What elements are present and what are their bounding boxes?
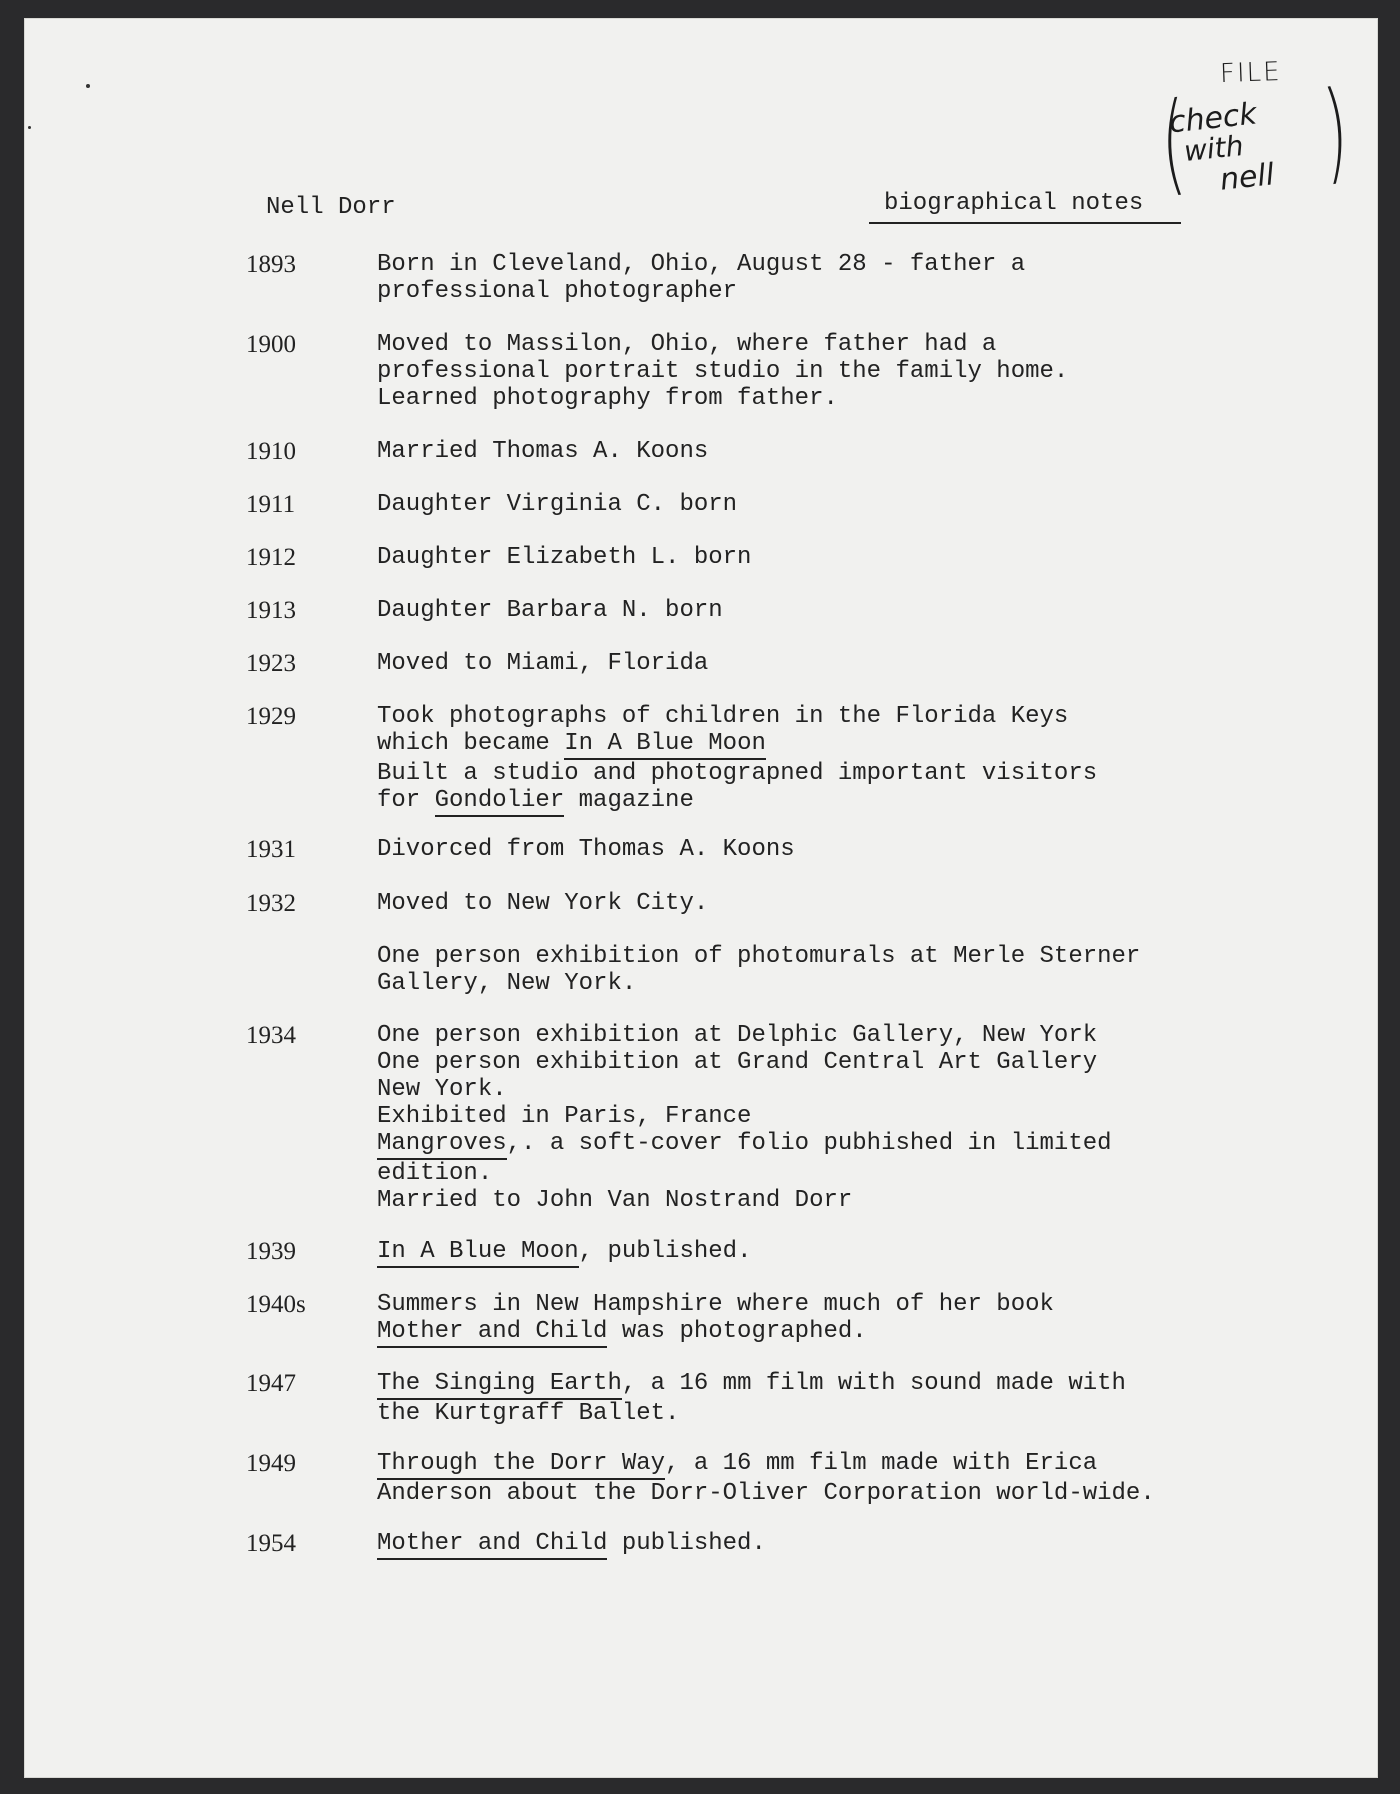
entry-text [377, 1370, 1126, 1427]
entry-year: 1949 [246, 1450, 296, 1477]
document-page [24, 18, 1378, 1778]
entry-line: professional portrait studio in the family home. [377, 358, 1069, 385]
entry-line: One person exhibition at Grand Central Art Gallery [377, 1049, 1098, 1076]
entry-year: 1939 [246, 1238, 296, 1265]
entry-line: Married to John Van Nostrand Dorr [377, 1187, 853, 1214]
entry-line: Summers in New Hampshire where much of her book [377, 1291, 1054, 1318]
entry-text [377, 1238, 751, 1268]
entry-text [377, 544, 751, 571]
entry-year: 1923 [246, 650, 296, 677]
entry-text [377, 491, 737, 518]
entry-line: for Gondolier magazine [377, 787, 1097, 817]
entry-line: One person exhibition at Delphic Gallery, New York [377, 1022, 1098, 1049]
entry-year: 1912 [246, 544, 296, 571]
entry-text [377, 943, 1140, 997]
underlined-title: In A Blue Moon [564, 730, 766, 760]
underlined-title: The Singing Earth [377, 1370, 622, 1400]
entry-line: Mother and Child published. [377, 1530, 766, 1560]
entry-line: Divorced from Thomas A. Koons [377, 836, 795, 863]
subject-name: Nell Dorr [266, 194, 396, 221]
entry-text [377, 703, 1097, 817]
entry-text [377, 1450, 1155, 1507]
entry-year: 1929 [246, 703, 296, 730]
entry-text [377, 836, 795, 863]
entry-text [377, 1530, 766, 1560]
entry-line: Moved to New York City. [377, 890, 709, 917]
document-title: biographical notes [884, 190, 1144, 217]
entry-line: One person exhibition of photomurals at Merle Sterner [377, 943, 1141, 970]
entry-year: 1940s [246, 1291, 306, 1318]
handwritten-check-note: check [1167, 96, 1259, 141]
entry-line: Anderson about the Dorr-Oliver Corporation world-wide. [377, 1480, 1155, 1507]
entry-text [377, 597, 723, 624]
entry-line: Daughter Barbara N. born [377, 597, 723, 624]
entry-line: New York. [377, 1076, 507, 1103]
entry-line: Built a studio and photograpned important visitors [377, 760, 1098, 787]
stray-mark [28, 126, 31, 129]
entry-year: 1932 [246, 890, 296, 917]
underlined-title: Mother and Child [377, 1530, 607, 1560]
underlined-title: Mangroves [377, 1130, 507, 1160]
underlined-title: Through the Dorr Way [377, 1450, 665, 1480]
entry-line: In A Blue Moon, published. [377, 1238, 751, 1268]
handwritten-with-note: with [1182, 128, 1245, 169]
handwritten-right-paren: ) [1320, 65, 1351, 197]
title-underline [869, 222, 1181, 224]
entry-line: Took photographs of children in the Florida Keys [377, 703, 1069, 730]
underlined-title: Mother and Child [377, 1318, 607, 1348]
entry-line: Moved to Miami, Florida [377, 650, 709, 677]
handwritten-file-note: FILE [1219, 56, 1283, 90]
entry-text [377, 1022, 1112, 1214]
entry-year: 1934 [246, 1022, 296, 1049]
entry-line: professional photographer [377, 278, 738, 305]
entry-text [377, 251, 1025, 305]
entry-text [377, 890, 708, 917]
entry-text [377, 1291, 1054, 1348]
entry-line: Daughter Elizabeth L. born [377, 544, 752, 571]
entry-line: Learned photography from father. [377, 385, 838, 412]
underlined-title: In A Blue Moon [377, 1238, 579, 1268]
entry-year: 1954 [246, 1530, 296, 1557]
entry-line: Mother and Child was photographed. [377, 1318, 1054, 1348]
entry-year: 1913 [246, 597, 296, 624]
entry-year: 1900 [246, 331, 296, 358]
entry-line: Exhibited in Paris, France [377, 1103, 752, 1130]
handwritten-left-paren: ( [1159, 77, 1188, 209]
handwritten-nell-note: nell [1218, 157, 1276, 198]
entry-year: 1931 [246, 836, 296, 863]
entry-line: Mangroves,. a soft-cover folio pubhished in limited [377, 1130, 1112, 1160]
entry-line: Daughter Virginia C. born [377, 491, 738, 518]
entry-text [377, 650, 708, 677]
entry-year: 1947 [246, 1370, 296, 1397]
entry-year: 1910 [246, 438, 296, 465]
entry-line: the Kurtgraff Ballet. [377, 1400, 680, 1427]
entry-line: which became In A Blue Moon [377, 730, 1097, 760]
stray-mark [86, 84, 90, 88]
entry-line: Born in Cleveland, Ohio, August 28 - father a [377, 251, 1026, 278]
entry-line: Married Thomas A. Koons [377, 438, 709, 465]
underlined-title: Gondolier [435, 787, 565, 817]
entry-text [377, 438, 708, 465]
entry-line: Moved to Massilon, Ohio, where father had a [377, 331, 997, 358]
entry-year: 1893 [246, 251, 296, 278]
entry-line: The Singing Earth, a 16 mm film with sound made with [377, 1370, 1126, 1400]
entry-year: 1911 [246, 491, 296, 518]
entry-line: Through the Dorr Way, a 16 mm film made with Erica [377, 1450, 1155, 1480]
entry-line: edition. [377, 1160, 493, 1187]
entry-text [377, 331, 1068, 412]
entry-line: Gallery, New York. [377, 970, 637, 997]
